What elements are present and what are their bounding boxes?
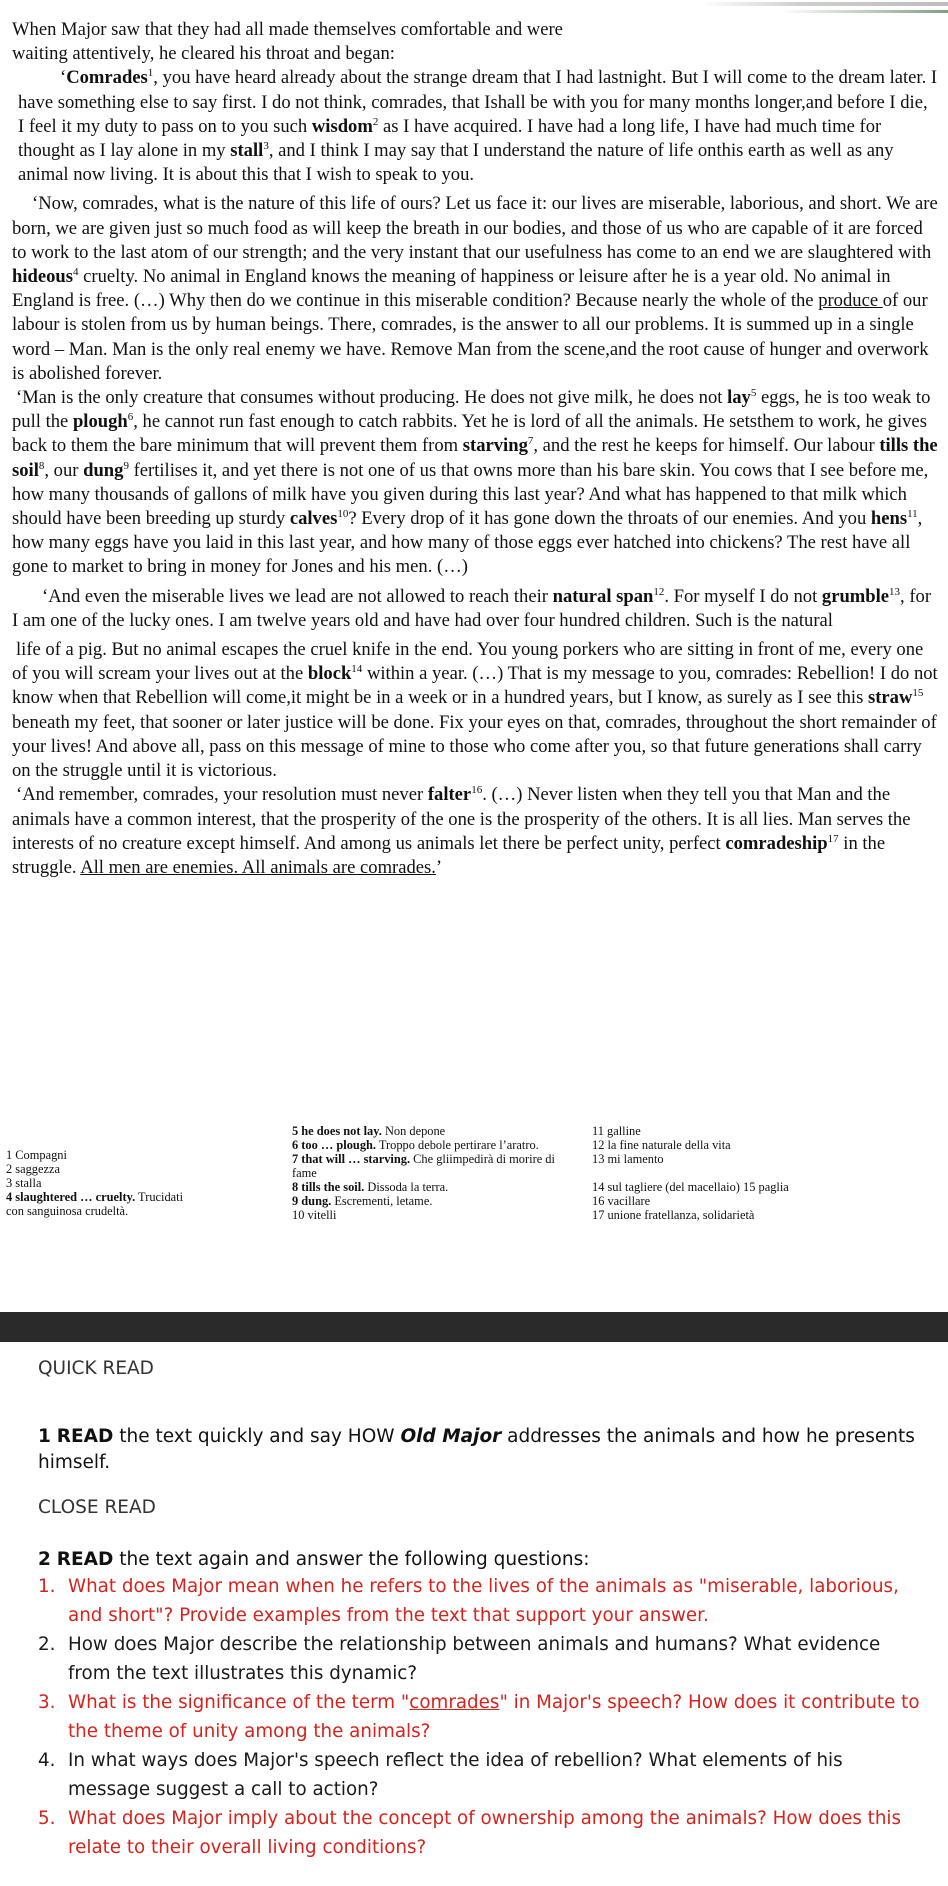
glossed-word-dung: dung <box>83 459 124 481</box>
passage-paragraph-3: ‘Now, comrades, what is the nature of this life of ours? Let us face it: our lives are miserable, laborious, and short. We are born, we are given just so much food as will keep the breath in our bodies, and those of us who are capable of it are forced to work to the last atom of our strength; and the very instant that our usefulness has come to an end we are slaughtered with hideous$^4$ cruelty. No animal in England knows the meaning of happiness or leisure after he is a year old. No animal in England is free. (…) Why then do we continue in this miserable condition? Because nearly the whole of the produce of our labour is stolen from us by human beings. There, comrades, is the answer to all our problems. It is summed up in a single word – Man. Man is the only real enemy we have. Remove Man from the scene,and the root cause of hunger and overwork is abolished forever. <box>12 193 938 384</box>
question-5: 5. What does Major imply about the concept of ownership among the animals? How does this relate to their overall living conditions? <box>38 1808 902 1858</box>
passage-paragraph-4: ‘Man is the only creature that consumes without producing. He does not give milk, he does not lay$^5$ eggs, he is too weak to pull the plough$^6$, he cannot run fast enough to catch rabbits. Yet he is lord of all the animals. He setsthem to work, he gives back to them the bare minimum that will prevent them from starving$^7$, and the rest he keeps for himself. Our labour tills the soil$^8$, our dung$^9$ fertilises it, and yet there is not one of us that owns more than his bare skin. You cows that I see before me, how many thousands of gallons of milk have you given during this last year? And what has happened to that milk which should have been breeding up sturdy calves$^{10}$? Every drop of it has gone down the throats of our enemies. And you hens$^{11}$, how many eggs have you laid in this last year, and how many of those eggs ever hatched into chickens? The rest have all gone to market to bring in money for Jones and his men. (…) <box>12 386 938 578</box>
passage-paragraph-6: life of a pig. But no animal escapes the cruel knife in the end. You young porkers who are sitting in front of me, every one of you will scream your lives out at the block$^{14}$ within a year. (…) That is my message to you, comrades: Rebellion! I do not know when that Rebellion will come,it might be in a week or in a hundred years, but I know, as surely as I see this straw$^{15}$ beneath my feet, that sooner or later justice will be done. Fix your eyes on that, comrades, throughout the short remainder of your lives! And above all, pass on this message of mine to those who come after you, so that future generations shall carry on the struggle until it is victorious. <box>12 639 938 782</box>
glossary-entry: 7 that will … starving. Che gliimpedirà di morire di <box>292 1152 555 1166</box>
glossary-column-2 <box>292 1124 555 1222</box>
passage-paragraph-2: ‘Comrades$^1$, you have heard already about the strange dream that I had lastnight. But I will come to the dream later. I have something else to say first. I do not think, comrades, that Ishall be with you for many months longer,and before I die, I feel it my duty to pass on to you such wisdom$^2$ as I have acquired. I have had a long life, I have had much time for thought as I lay alone in my stall$^3$, and I think I may say that I understand the nature of life onthis earth as well as any animal now living. It is about this that I wish to speak to you. <box>18 67 938 186</box>
glossary-entry: fame <box>292 1166 317 1180</box>
glossed-word-falter: falter <box>427 784 472 806</box>
glossary-entry: 10 vitelli <box>292 1208 337 1222</box>
underlined-word-produce: produce <box>818 290 883 312</box>
underlined-closing-line: All men are enemies. All animals are comrades. <box>80 856 436 878</box>
quick-read-task: 1 READ the text quickly and say HOW Old Major addresses the animals and how he presents himself. <box>38 1426 915 1473</box>
glossed-word-hideous: hideous <box>12 266 73 288</box>
glossary-entry: 8 tills the soil. Dissoda la terra. <box>292 1180 449 1194</box>
glossary-entry: 6 too … plough. Troppo debole pertirare l’aratro. <box>292 1138 539 1152</box>
glossed-word-calves: calves <box>289 508 338 530</box>
passage-paragraph-7: ‘And remember, comrades, your resolution must never falter$^{16}$. (…) Never listen when they tell you that Man and the animals have a common interest, that the prosperity of the one is the prosperity of the others. It is all lies. Man serves the interests of no creature except himself. And among us animals let there be perfect unity, perfect comradeship$^{17}$ in the struggle. All men are enemies. All animals are comrades.’ <box>12 784 911 878</box>
close-read-task: 2 READ the text again and answer the following questions: <box>38 1549 590 1570</box>
quick-read-heading: QUICK READ <box>38 1358 154 1379</box>
glossary-entry: con sanguinosa crudeltà. <box>6 1204 129 1218</box>
question-1: 1. What does Major mean when he refers to the lives of the animals as "miserable, laborious, and short"? Provide examples from the text that support your answer. <box>38 1576 899 1626</box>
glossary-entry: 13 mi lamento <box>592 1152 664 1166</box>
glossed-word-starving: starving <box>462 435 528 457</box>
glossed-word-hens: hens <box>870 508 908 530</box>
glossed-word-plough: plough <box>72 411 128 433</box>
glossary-entry: 11 galline <box>592 1124 641 1138</box>
glossary-column-1 <box>6 1148 183 1218</box>
glossed-word-lay: lay <box>727 387 751 409</box>
glossary-entry: 16 vacillare <box>592 1194 651 1208</box>
old-major-name: Old Major <box>400 1426 502 1447</box>
passage-text <box>12 18 938 880</box>
glossary <box>0 1124 948 1224</box>
glossary-entry: 1 Compagni <box>6 1148 67 1162</box>
glossed-word-straw: straw <box>867 687 913 709</box>
glossed-word-tills-the-soil: tills the soil <box>12 435 938 481</box>
passage-line-1: When Major saw that they had all made themselves comfortable and were <box>12 19 563 40</box>
underlined-word-comrades: comrades <box>409 1692 500 1713</box>
top-edge-shadow <box>700 2 948 6</box>
glossed-word-stall: stall <box>230 140 264 162</box>
glossed-word-wisdom: wisdom <box>311 115 373 137</box>
passage-paragraph-5: ‘And even the miserable lives we lead are not allowed to reach their natural span$^{12}$. For myself I do not grumble$^{13}$, for I am one of the lucky ones. I am twelve years old and have had over four hundred children. Such is the natural <box>12 585 932 631</box>
glossary-entry: 12 la fine naturale della vita <box>592 1138 731 1152</box>
question-4: 4. In what ways does Major's speech reflect the idea of rebellion? What elements of his message suggest a call to action? <box>38 1750 843 1800</box>
glossed-word-comrades: Comrades <box>66 67 148 89</box>
top-edge-green-line <box>780 10 948 13</box>
glossary-entry: 3 stalla <box>6 1176 42 1190</box>
passage-line-2: waiting attentively, he cleared his throat and began: <box>12 43 395 65</box>
glossary-column-3 <box>592 1124 789 1222</box>
glossed-word-comradeship: comradeship <box>725 832 828 854</box>
glossary-entry: 17 unione fratellanza, solidarietà <box>592 1208 755 1222</box>
glossary-entry: 4 slaughtered … cruelty. Trucidati <box>6 1190 184 1204</box>
question-3: 3. What is the significance of the term "comrades" in Major's speech? How does it contribute to the theme of unity among the animals? <box>38 1692 920 1742</box>
glossary-entry: 5 he does not lay. Non depone <box>292 1124 446 1138</box>
glossary-entry: 9 dung. Escrementi, letame. <box>292 1194 433 1208</box>
glossary-entry: 14 sul tagliere (del macellaio) 15 paglia <box>592 1180 789 1194</box>
glossed-word-grumble: grumble <box>821 585 890 607</box>
glossed-word-block: block <box>307 663 352 685</box>
glossary-entry: 2 saggezza <box>6 1162 61 1176</box>
glossed-word-natural-span: natural span <box>552 585 654 607</box>
divider-band <box>0 1312 948 1342</box>
question-list <box>6 1572 926 1862</box>
question-2: 2. How does Major describe the relationship between animals and humans? What evidence from the text illustrates this dynamic? <box>38 1634 881 1684</box>
close-read-heading: CLOSE READ <box>38 1497 156 1518</box>
